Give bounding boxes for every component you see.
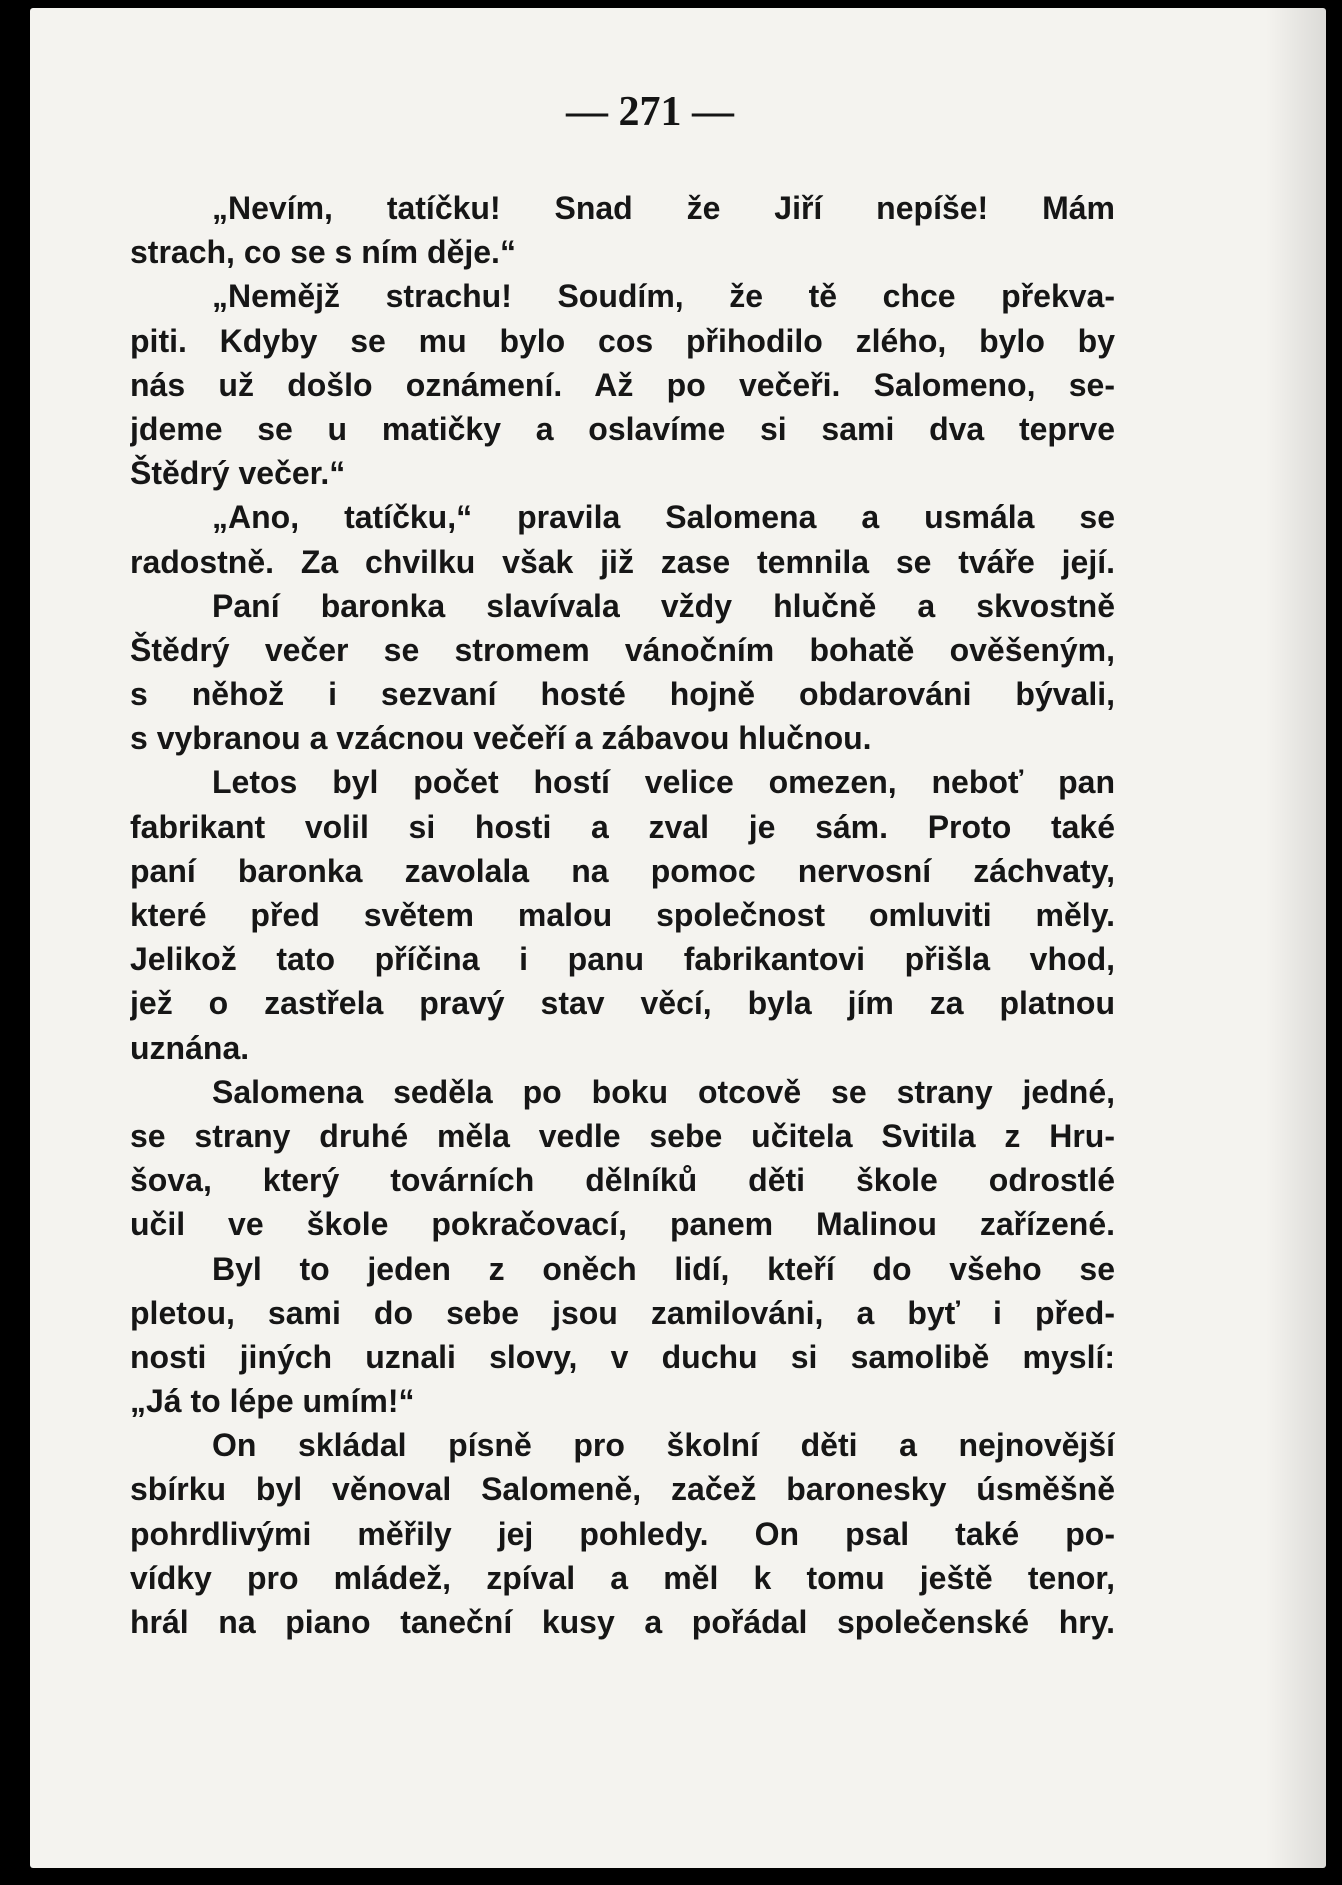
text-line: On skládal písně pro školní děti a nejnovější (212, 1427, 1115, 1464)
text-line: Byl to jeden z oněch lidí, kteří do všeho se (212, 1250, 1115, 1287)
text-line: které před světem malou společnost omluviti měly. (130, 897, 1115, 933)
paragraph-6 (130, 1070, 1115, 1247)
text-line: se strany druhé měla vedle sebe učitela Svitila z Hru- (130, 1117, 1115, 1154)
text-line: „Nevím, tatíčku! Snad že Jiří nepíše! Mám (212, 190, 1115, 226)
text-line: fabrikant volil si hosti a zval je sám. Proto také (130, 808, 1115, 845)
text-line: šova, který továrních dělníků děti škole odrostlé (130, 1162, 1115, 1199)
text-line: Salomena seděla po boku otcově se strany jedné, (212, 1073, 1115, 1110)
text-line: radostně. Za chvilku však již zase temnila se tváře její. (130, 543, 1115, 580)
paragraph-2 (130, 274, 1115, 495)
paragraph-7 (130, 1247, 1115, 1424)
text-line: sbírku byl věnoval Salomeně, začež baronesky úsměšně (130, 1471, 1115, 1508)
text-line: „Já to lépe umím!“ (130, 1383, 415, 1420)
paragraph-3 (130, 495, 1115, 583)
text-line: pohrdlivými měřily jej pohledy. On psal také po- (130, 1515, 1115, 1552)
text-line: „Ano, tatíčku,“ pravila Salomena a usmála se (212, 499, 1115, 536)
text-line: jdeme se u matičky a oslavíme si sami dva teprve (130, 410, 1115, 447)
text-line: paní baronka zavolala na pomoc nervosní záchvaty, (130, 852, 1115, 889)
text-line: piti. Kdyby se mu bylo cos přihodilo zlého, bylo by (130, 322, 1115, 359)
book-page (30, 8, 1326, 1868)
paragraph-5 (130, 760, 1115, 1069)
text-line: učil ve škole pokračovací, panem Malinou zařízené. (130, 1206, 1115, 1243)
paragraph-8 (130, 1423, 1115, 1644)
text-line: s něhož i sezvaní hosté hojně obdarováni bývali, (130, 676, 1115, 713)
text-line: s vybranou a vzácnou večeří a zábavou hlučnou. (130, 720, 872, 757)
text-line: Jelikož tato příčina i panu fabrikantovi přišla vhod, (130, 941, 1115, 978)
paragraph-1 (130, 186, 1115, 274)
text-line: „Nemějž strachu! Soudím, že tě chce překva- (212, 278, 1115, 315)
text-line: vídky pro mládež, zpíval a měl k tomu ještě tenor, (130, 1559, 1115, 1596)
text-line: nás už došlo oznámení. Až po večeři. Salomeno, se- (130, 366, 1115, 403)
text-line: uznána. (130, 1029, 250, 1066)
paragraph-4 (130, 584, 1115, 761)
text-line: jež o zastřela pravý stav věcí, byla jím za platnou (130, 985, 1115, 1022)
text-line: Letos byl počet hostí velice omezen, neboť pan (212, 764, 1115, 801)
text-line: strach, co se s ním děje.“ (130, 234, 516, 271)
page-number: — 271 — (566, 89, 734, 135)
text-line: Štědrý večer se stromem vánočním bohatě ověšeným, (130, 631, 1115, 668)
text-line: Paní baronka slavívala vždy hlučně a skvostně (212, 587, 1115, 624)
text-line: hrál na piano taneční kusy a pořádal společenské hry. (130, 1604, 1115, 1640)
text-line: pletou, sami do sebe jsou zamilováni, a byť i před- (130, 1294, 1115, 1331)
text-line: Štědrý večer.“ (130, 455, 346, 492)
body-text (130, 186, 1115, 1644)
text-line: nosti jiných uznali slovy, v duchu si samolibě myslí: (130, 1338, 1115, 1375)
